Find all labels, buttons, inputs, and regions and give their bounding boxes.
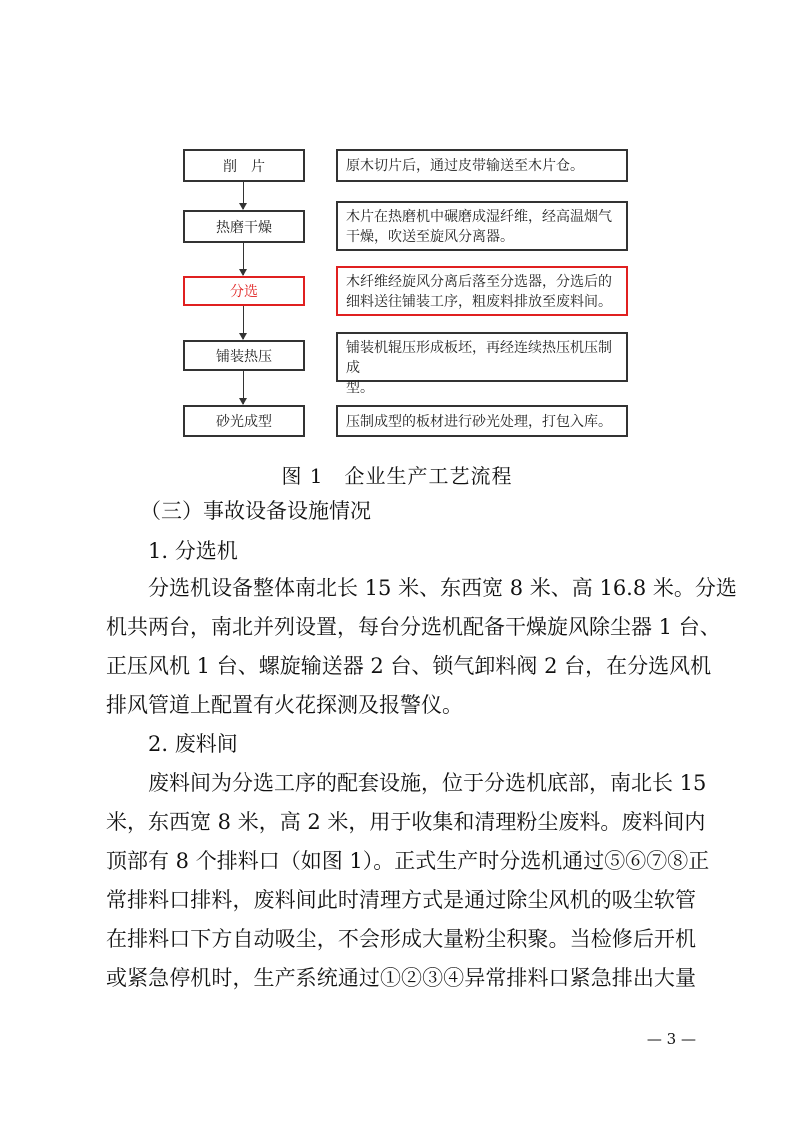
desc-text: 原木切片后，通过皮带输送至木片仓。 — [346, 158, 584, 174]
step-desc-cutting — [336, 149, 628, 182]
section-heading: （三）事故设备设施情况 — [140, 499, 371, 523]
arrow-down-icon — [243, 243, 244, 275]
paragraph-line: 分选机设备整体南北长 15 米、东西宽 8 米、高 16.8 米。分选 — [148, 576, 737, 600]
step-box-sorting — [183, 276, 305, 306]
step-box-grinding-drying — [183, 210, 305, 243]
desc-line: 木纤维经旋风分离后落至分选器，分选后的 — [346, 274, 612, 290]
step-desc-grinding-drying — [336, 201, 628, 251]
paragraph-line: 正压风机 1 台、螺旋输送器 2 台、锁气卸料阀 2 台，在分选风机 — [106, 654, 712, 678]
step-box-sanding — [183, 405, 305, 437]
step-box-paving-hotpress — [183, 340, 305, 371]
desc-line: 细料送往铺装工序，粗废料排放至废料间。 — [346, 294, 612, 310]
desc-line: 型。 — [346, 380, 374, 396]
subsection-heading: 2. 废料间 — [148, 732, 238, 756]
paragraph-line: 机共两台，南北并列设置，每台分选机配备干燥旋风除尘器 1 台、 — [106, 615, 721, 639]
paragraph-line: 排风管道上配置有火花探测及报警仪。 — [106, 693, 463, 717]
paragraph-line: 米，东西宽 8 米，高 2 米，用于收集和清理粉尘废料。废料间内 — [106, 810, 706, 834]
paragraph-line: 常排料口排料，废料间此时清理方式是通过除尘风机的吸尘软管 — [106, 888, 696, 912]
paragraph-line: 顶部有 8 个排料口（如图 1）。正式生产时分选机通过⑤⑥⑦⑧正 — [106, 849, 710, 873]
arrow-down-icon — [243, 306, 244, 339]
step-label: 铺装热压 — [216, 348, 272, 365]
paragraph-line: 或紧急停机时，生产系统通过①②③④异常排料口紧急排出大量 — [106, 966, 696, 990]
desc-line: 铺装机辊压形成板坯，再经连续热压机压制成 — [346, 340, 612, 376]
step-desc-sorting — [336, 266, 628, 316]
step-box-cutting — [183, 149, 305, 182]
paragraph-line: 在排料口下方自动吸尘，不会形成大量粉尘积聚。当检修后开机 — [106, 927, 696, 951]
step-desc-paving-hotpress — [336, 332, 628, 396]
figure-caption: 图 1 企业生产工艺流程 — [281, 464, 513, 488]
step-label: 削 片 — [223, 158, 265, 175]
desc-line: 干燥，吹送至旋风分离器。 — [346, 229, 514, 245]
step-label: 热磨干燥 — [216, 219, 272, 236]
arrow-down-icon — [243, 182, 244, 209]
subsection-heading: 1. 分选机 — [148, 539, 238, 563]
arrow-down-icon — [243, 371, 244, 404]
paragraph-line: 废料间为分选工序的配套设施，位于分选机底部，南北长 15 — [148, 771, 707, 795]
step-desc-sanding — [336, 405, 628, 437]
page-number: — 3 — — [646, 1030, 696, 1048]
desc-line: 木片在热磨机中碾磨成湿纤维，经高温烟气 — [346, 209, 612, 225]
step-label: 分选 — [230, 284, 258, 300]
desc-text: 压制成型的板材进行砂光处理，打包入库。 — [346, 414, 612, 430]
step-label: 砂光成型 — [216, 414, 272, 430]
